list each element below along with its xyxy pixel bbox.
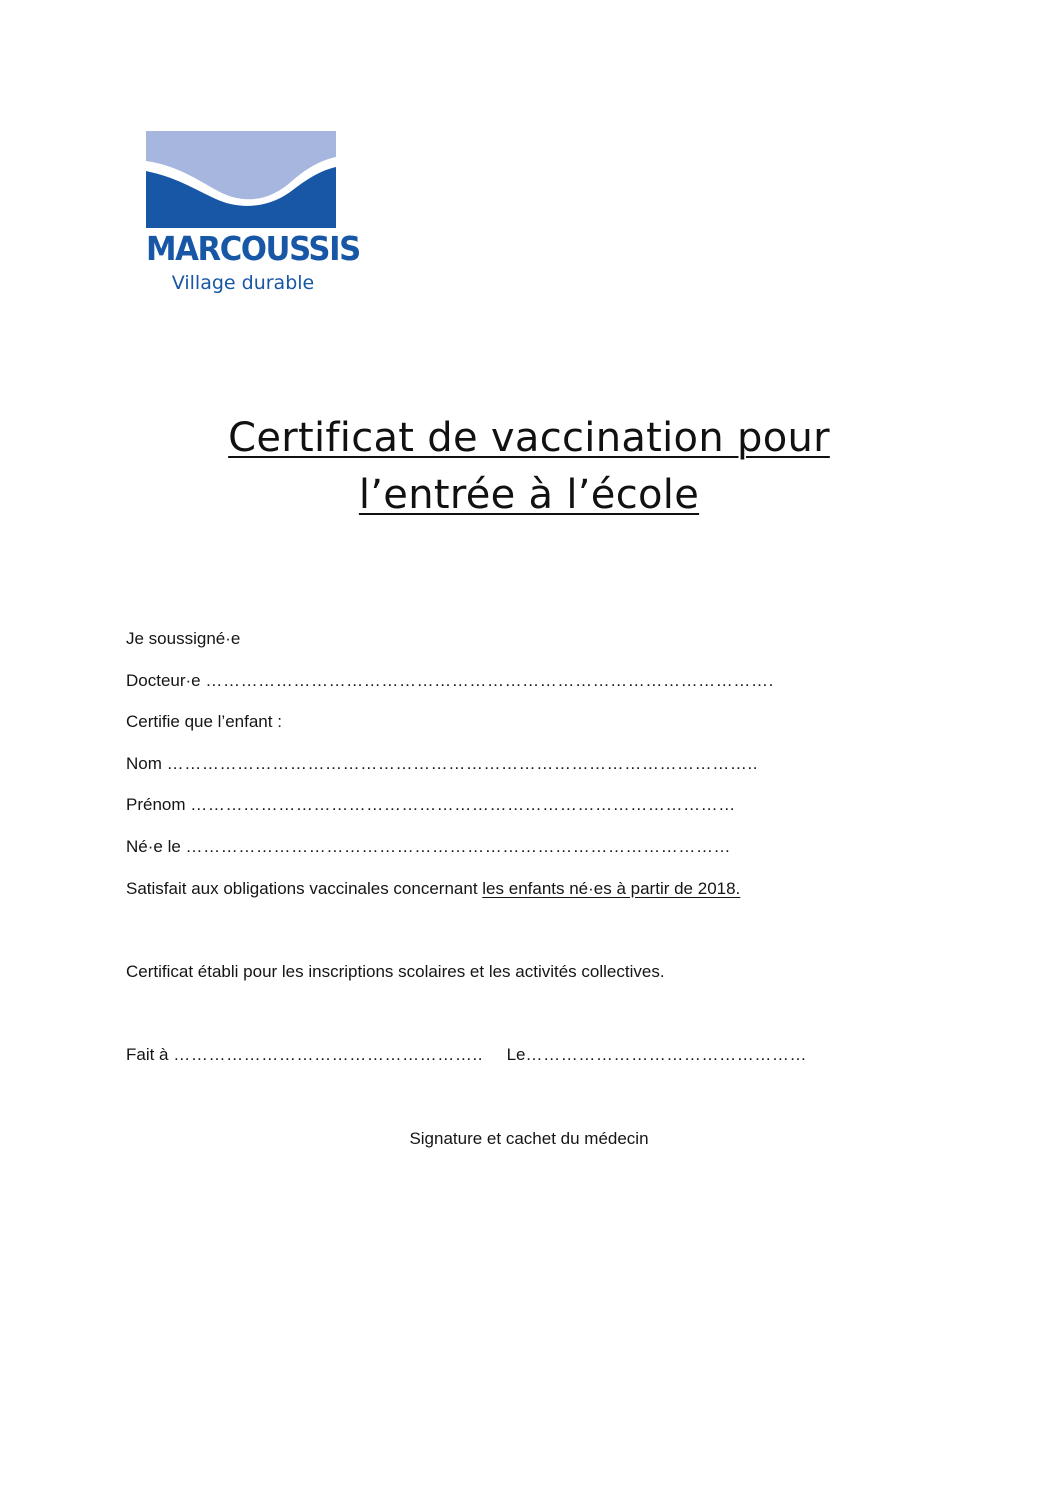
marcoussis-logo <box>146 131 360 296</box>
nom-label: Nom <box>126 754 162 773</box>
doctor-line <box>126 670 774 692</box>
date-field[interactable]: ………………………………………… <box>525 1045 808 1064</box>
born-label: Né·e le <box>126 837 181 856</box>
obligations-line <box>126 878 740 900</box>
logo-tagline: Village durable <box>171 272 315 294</box>
born-line <box>126 836 731 858</box>
place-label: Fait à <box>126 1045 169 1064</box>
obligations-text: Satisfait aux obligations vaccinales concernant <box>126 879 478 898</box>
prenom-line <box>126 794 736 816</box>
doctor-label: Docteur·e <box>126 671 201 690</box>
nom-field[interactable]: ……………………………………………………………………………………….. <box>166 754 759 773</box>
purpose-line: Certificat établi pour les inscriptions scolaires et les activités collectives. <box>126 962 665 981</box>
date-label: Le <box>506 1045 526 1064</box>
born-field[interactable]: ………………………………………………………………………………… <box>185 837 732 856</box>
prenom-field[interactable]: ………………………………………………………………………………… <box>190 795 736 814</box>
title-line-1: Certificat de vaccination pour <box>228 415 830 461</box>
title-line-2: l’entrée à l’école <box>358 472 700 518</box>
logo-name: MARCOUSSIS <box>146 229 360 268</box>
place-field[interactable]: …………………………………………….. <box>173 1045 484 1064</box>
prenom-label: Prénom <box>126 795 186 814</box>
doctor-field[interactable]: ……………………………………………………………………………………. <box>205 671 774 690</box>
place-date-line <box>126 1044 807 1066</box>
logo-wave-graphic <box>146 131 338 228</box>
certify-line: Certifie que l’enfant : <box>126 712 282 731</box>
nom-line <box>126 753 758 775</box>
page-title <box>150 410 908 524</box>
obligations-link: les enfants né·es à partir de 2018. <box>482 879 741 898</box>
signature-caption: Signature et cachet du médecin <box>409 1129 649 1148</box>
undersigned-line: Je soussigné·e <box>126 629 241 648</box>
